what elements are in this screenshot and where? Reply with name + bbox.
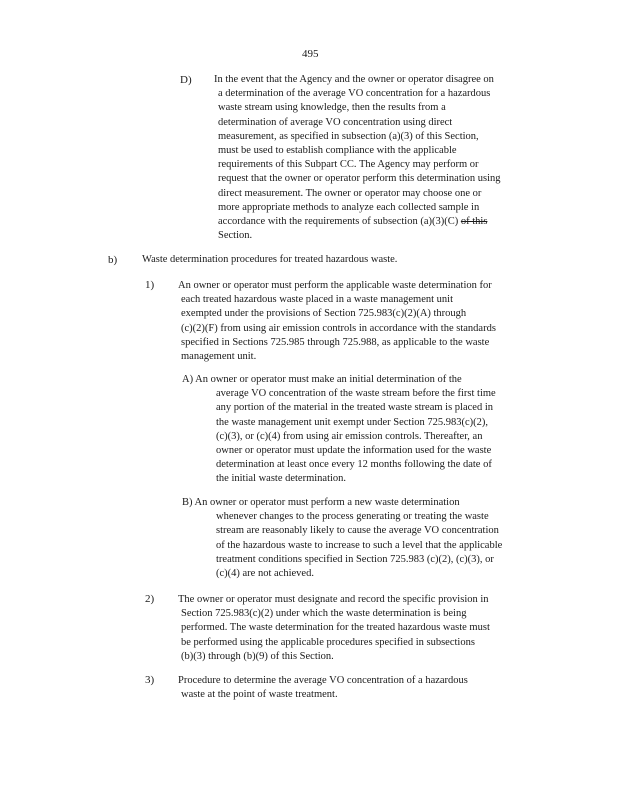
text-line: of the hazardous waste to increase to such a level that the applicable [216, 539, 503, 551]
text-line: performed. The waste determination for the treated hazardous waste must [181, 622, 490, 634]
text-line: waste stream using knowledge, then the results from a [218, 102, 446, 114]
text-line: be performed using the applicable procedures specified in subsections [181, 636, 475, 648]
text-line: stream are reasonably likely to cause the average VO concentration [216, 525, 499, 537]
page-number: 495 [302, 48, 319, 60]
text-line [214, 215, 538, 229]
text-line: the initial waste determination. [216, 473, 347, 485]
text-line: Section. [218, 230, 253, 242]
item-label-2: 2) [145, 593, 155, 605]
text-line: waste at the point of waste treatment. [181, 689, 338, 701]
text-line [182, 373, 538, 387]
text-line: (c)(3), or (c)(4) from using air emission controls. Thereafter, an [216, 430, 483, 442]
paragraph-b1A [182, 373, 538, 487]
item-label-D: D) [180, 74, 192, 86]
text-line: treatment conditions specified in Section 725.983 (c)(2), (c)(3), or [216, 553, 494, 565]
text-line: direct measurement. The owner or operator may choose one or [218, 187, 482, 199]
text-line: (b)(3) through (b)(9) of this Section. [181, 650, 334, 662]
text-line: exempted under the provisions of Section 725.983(c)(2)(A) through [181, 308, 467, 320]
text-line: management unit. [181, 351, 257, 363]
text-line: must be used to establish compliance with the applicable [218, 145, 457, 157]
item-label-A: A) [182, 374, 194, 385]
text-run: An owner or operator must make an initial determination of the [195, 374, 462, 385]
text-line [182, 496, 538, 510]
text-line: specified in Sections 725.985 through 725.988, as applicable to the waste [181, 336, 490, 348]
text-line: more appropriate methods to analyze each collected sample in [218, 201, 480, 213]
text-line: requirements of this Subpart CC. The Agency may perform or [218, 159, 479, 171]
item-label-B: B) [182, 497, 193, 508]
text-line: the waste management unit exempt under Section 725.983(c)(2), [216, 416, 489, 428]
text-line: An owner or operator must perform the applicable waste determination for [178, 280, 492, 291]
text-line: request that the owner or operator perform this determination using [218, 173, 501, 185]
text-line: owner or operator must update the information used for the waste [216, 445, 492, 457]
text-line: a determination of the average VO concentration for a hazardous [218, 88, 491, 100]
text-line: In the event that the Agency and the owner or operator disagree on [214, 74, 494, 85]
paragraph-b1 [178, 279, 538, 364]
paragraph-b2 [178, 593, 538, 664]
item-label-1: 1) [145, 279, 155, 291]
text-line: average VO concentration of the waste stream before the first time [216, 388, 496, 400]
text-line: (c)(4) are not achieved. [216, 568, 314, 580]
text-line: any portion of the material in the treated waste stream is placed in [216, 402, 493, 414]
text-line: measurement, as specified in subsection (a)(3) of this Section, [218, 130, 479, 142]
paragraph-D [214, 73, 538, 243]
text-line: The owner or operator must designate and record the specific provision in [178, 594, 489, 605]
text-line: Procedure to determine the average VO concentration of a hazardous [178, 675, 468, 686]
struck-text: of this [460, 216, 488, 228]
item-label-3: 3) [145, 674, 155, 686]
text-run: An owner or operator must perform a new waste determination [194, 497, 460, 508]
text-line: each treated hazardous waste placed in a waste management unit [181, 294, 454, 306]
text-line: (c)(2)(F) from using air emission controls in accordance with the standards [181, 322, 496, 334]
text-run: accordance with the requirements of subsection (a)(3)(C) [218, 216, 459, 228]
paragraph-b3 [178, 674, 538, 702]
item-label-b: b) [108, 254, 118, 266]
text-line: Section 725.983(c)(2) under which the waste determination is being [181, 608, 467, 620]
text-line: whenever changes to the process generating or treating the waste [216, 511, 489, 523]
section-heading: Waste determination procedures for treated hazardous waste. [142, 254, 398, 265]
paragraph-b1B [182, 496, 538, 581]
text-line: determination of average VO concentration using direct [218, 116, 453, 128]
text-line: determination at least once every 12 months following the date of [216, 459, 492, 471]
